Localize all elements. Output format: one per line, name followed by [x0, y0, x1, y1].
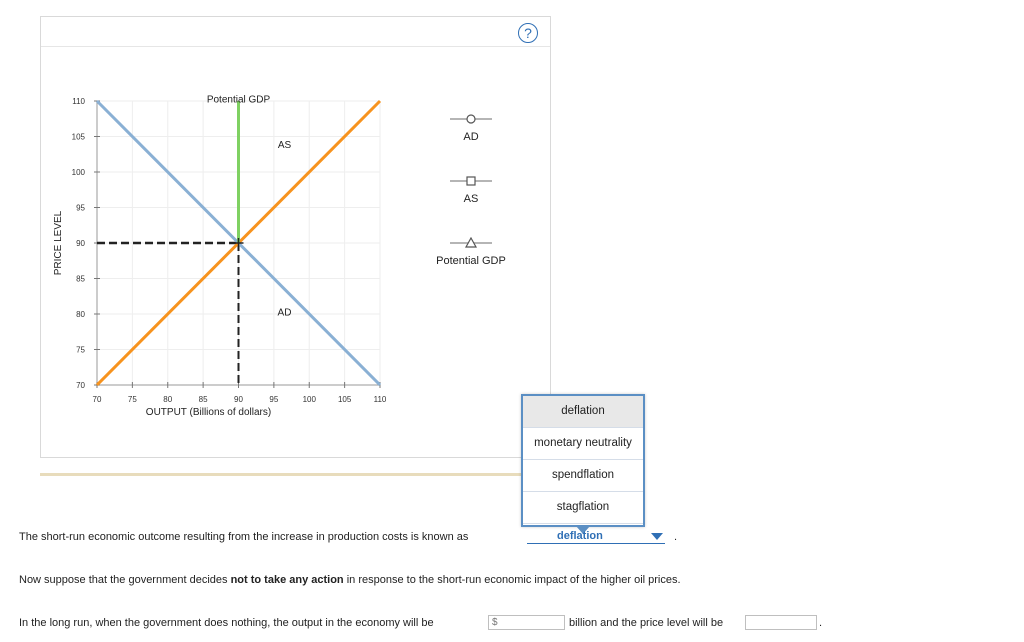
legend-ad[interactable]: [421, 113, 521, 143]
outcome-select-value: deflation: [557, 530, 603, 542]
question-1-text: The short-run economic outcome resulting from the increase in production costs is known as: [19, 531, 469, 543]
legend-potential-gdp-label: Potential GDP: [436, 255, 506, 267]
circle-icon: [448, 113, 494, 125]
x-tick-label: 110: [373, 395, 387, 404]
legend-as[interactable]: [421, 175, 521, 205]
dropdown-option-deflation[interactable]: deflation: [523, 396, 643, 428]
ad-curve-label: AD: [277, 307, 292, 319]
dropdown-option-spendflation[interactable]: spendflation: [523, 460, 643, 492]
dropdown-option-stagflation[interactable]: stagflation: [523, 492, 643, 524]
question-3-text: In the long run, when the government does nothing, the output in the economy will be: [19, 617, 434, 629]
outcome-dropdown-menu[interactable]: [521, 394, 645, 527]
question-2-bold: not to take any action: [230, 574, 344, 586]
x-tick-label: 70: [92, 395, 102, 404]
y-tick-label: 90: [76, 239, 85, 248]
y-axis-title: PRICE LEVEL: [53, 210, 64, 276]
triangle-icon: [448, 237, 494, 249]
y-tick-label: 95: [76, 203, 85, 213]
x-tick-label: 75: [127, 395, 137, 404]
y-tick-label: 75: [76, 345, 85, 355]
question-1-period: .: [674, 531, 678, 543]
y-tick-label: 70: [76, 381, 85, 390]
x-tick-label: 95: [269, 395, 279, 404]
question-2-text: [19, 574, 681, 586]
x-axis-title: OUTPUT (Billions of dollars): [145, 407, 272, 418]
x-tick-label: 80: [163, 395, 173, 404]
question-3-text-2: billion and the price level will be: [569, 617, 724, 629]
as-curve-label: AS: [277, 139, 292, 151]
legend-ad-label: AD: [463, 131, 479, 143]
legend-as-label: AS: [463, 193, 479, 205]
y-tick-label: 100: [71, 168, 85, 177]
question-2-post: in response to the short-run economic impact of the higher oil prices.: [343, 574, 681, 586]
output-input[interactable]: [488, 615, 565, 630]
chevron-down-icon: [651, 533, 663, 540]
y-tick-label: 110: [72, 97, 85, 106]
x-tick-label: 100: [302, 395, 316, 404]
dropdown-option-monetary-neutrality[interactable]: monetary neutrality: [523, 428, 643, 460]
section-divider: [40, 473, 524, 476]
chart-labels: [53, 95, 291, 418]
question-3-period: .: [819, 617, 823, 629]
square-icon: [448, 175, 494, 187]
potential-gdp-curve-label: Potential GDP: [206, 94, 271, 106]
question-2-pre: Now suppose that the government decides: [19, 574, 231, 586]
help-icon[interactable]: ?: [518, 23, 538, 43]
y-tick-label: 80: [76, 310, 85, 319]
outcome-select[interactable]: [527, 530, 665, 544]
graph-panel: [40, 16, 551, 458]
x-tick-label: 85: [198, 395, 208, 404]
price-level-input[interactable]: [745, 615, 817, 630]
x-tick-label: 90: [234, 395, 243, 404]
legend-potential-gdp[interactable]: [421, 237, 521, 267]
x-tick-label: 105: [337, 395, 352, 404]
y-tick-label: 85: [76, 274, 85, 284]
y-tick-label: 105: [71, 132, 85, 142]
